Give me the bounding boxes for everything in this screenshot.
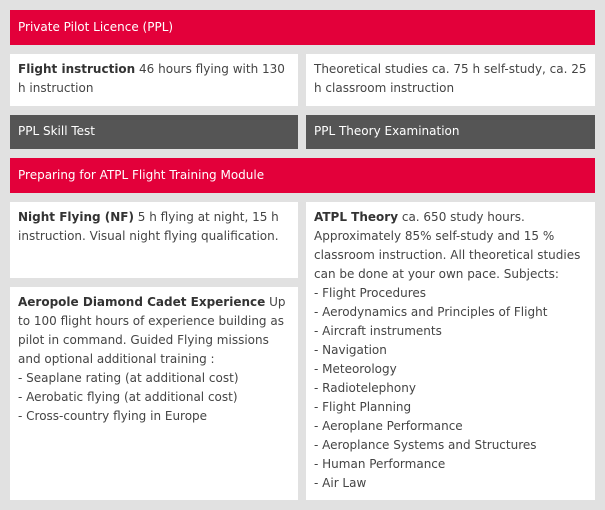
skill-test-label: PPL Skill Test [18,124,95,138]
atpl-theory-text: ca. 650 study hours. Approximately 85% self-study and 15 % classroom instruction. All theoretical studies can be done at your own pace. Subjects: [314,210,581,281]
ppl-header [10,10,595,45]
night-flying-card [10,202,298,278]
list-item: - Radiotelephony [314,381,416,395]
flight-instruction-title: Flight instruction [18,62,136,76]
atpl-module-header [10,158,595,193]
theory-exam-bar [306,115,595,149]
list-item: - Aerodynamics and Principles of Flight [314,305,548,319]
list-item: - Cross-country flying in Europe [18,409,208,423]
atpl-module-title: Preparing for ATPL Flight Training Module [18,168,265,182]
list-item: - Air Law [314,476,367,490]
list-item: - Aerobatic flying (at additional cost) [18,390,238,404]
theory-exam-label: PPL Theory Examination [314,124,460,138]
list-item: - Aeroplane Performance [314,419,463,433]
atpl-subjects-list [314,284,587,493]
atpl-theory-card [306,202,595,500]
list-item: - Human Performance [314,457,446,471]
flight-instruction-card [10,54,298,106]
list-item: - Flight Planning [314,400,412,414]
night-flying-title: Night Flying (NF) [18,210,134,224]
skill-test-bar [10,115,298,149]
list-item: - Meteorology [314,362,397,376]
flight-instruction-text: 46 hours flying with 130 h instruction [18,62,285,95]
cadet-experience-card [10,287,298,500]
night-flying-text: 5 h flying at night, 15 h instruction. Visual night flying qualification. [18,210,279,243]
atpl-theory-title: ATPL Theory [314,210,399,224]
ppl-header-title: Private Pilot Licence (PPL) [18,20,174,34]
list-item: - Flight Procedures [314,286,427,300]
cadet-experience-text: Up to 100 flight hours of experience building as pilot in command. Guided Flying missions and optional additional training : [18,295,286,366]
list-item: - Aeroplance Systems and Structures [314,438,537,452]
theoretical-studies-text: Theoretical studies ca. 75 h self-study, ca. 25 h classroom instruction [314,62,587,95]
list-item: - Navigation [314,343,387,357]
cadet-experience-title: Aeropole Diamond Cadet Experience [18,295,266,309]
list-item: - Aircraft instruments [314,324,442,338]
list-item: - Seaplane rating (at additional cost) [18,371,239,385]
theoretical-studies-card [306,54,595,106]
cadet-options-list [18,369,290,426]
